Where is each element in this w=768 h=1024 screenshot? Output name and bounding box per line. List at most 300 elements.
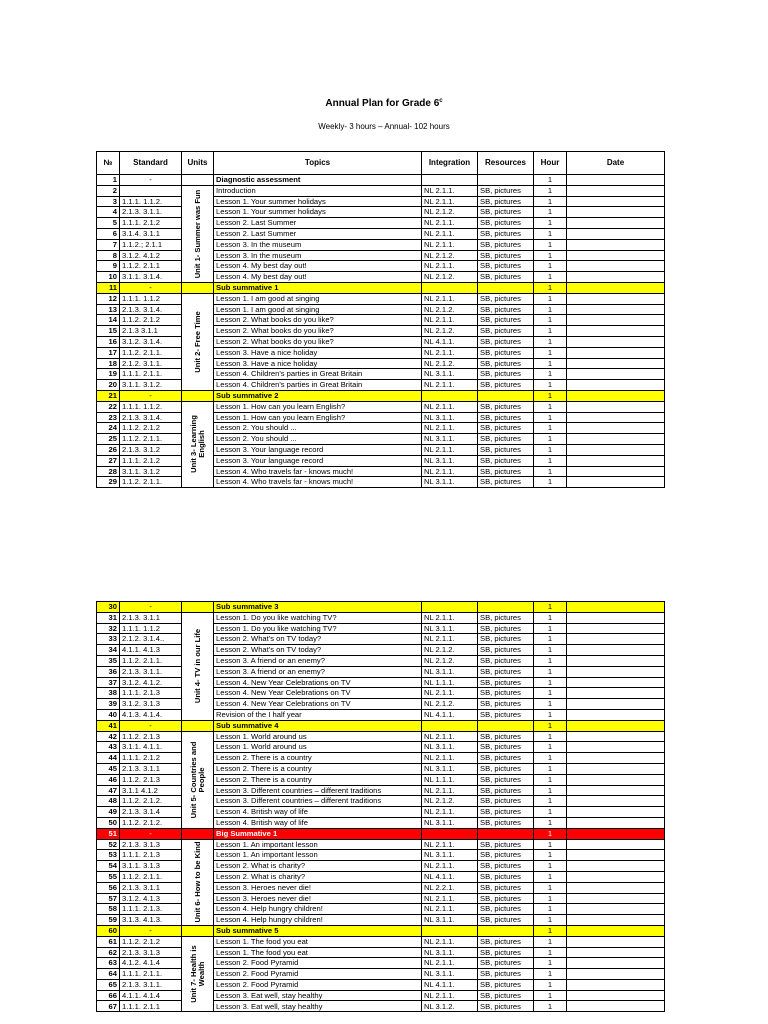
standard-cell: 1.1.2. 2.1.2. — [120, 796, 182, 807]
topic-cell: Lesson 3. Your language record — [214, 455, 422, 466]
hour-cell: 1 — [534, 634, 567, 645]
date-cell — [567, 828, 665, 839]
resources-cell: SB, pictures — [478, 358, 534, 369]
standard-cell: 2.1.2. 3.1.1. — [120, 358, 182, 369]
integration-cell: NL 3.1.1. — [422, 623, 478, 634]
hour-cell: 1 — [534, 602, 567, 613]
integration-cell: NL 2.1.2. — [422, 358, 478, 369]
unit-label-cell — [182, 401, 214, 487]
resources-cell: SB, pictures — [478, 250, 534, 261]
standard-cell: 2.1.3. 3.1.3 — [120, 839, 182, 850]
standard-cell: 3.1.2. 3.1.3 — [120, 699, 182, 710]
topic-cell: Lesson 1. An important lesson — [214, 850, 422, 861]
hour-cell: 1 — [534, 185, 567, 196]
standard-cell: 2.1.3. 3.1.4 — [120, 807, 182, 818]
integration-cell: NL 3.1.1. — [422, 763, 478, 774]
resources-cell: SB, pictures — [478, 979, 534, 990]
hour-cell: 1 — [534, 763, 567, 774]
topic-cell: Lesson 1. World around us — [214, 731, 422, 742]
resources-cell: SB, pictures — [478, 904, 534, 915]
date-cell — [567, 958, 665, 969]
topic-cell: Lesson 3. Different countries – different traditions — [214, 785, 422, 796]
date-cell — [567, 677, 665, 688]
table-row — [97, 936, 665, 947]
row-number: 23 — [97, 412, 120, 423]
unit-label: Unit 1- Summer was Fun — [192, 189, 202, 279]
resources-cell: SB, pictures — [478, 369, 534, 380]
date-cell — [567, 904, 665, 915]
topic-cell: Lesson 2. Last Summer — [214, 228, 422, 239]
row-number: 29 — [97, 477, 120, 488]
row-number: 38 — [97, 688, 120, 699]
resources-cell — [478, 282, 534, 293]
topic-cell: Lesson 2. What is charity? — [214, 871, 422, 882]
hour-cell: 1 — [534, 228, 567, 239]
standard-cell: 1.1.2. 2.1.2 — [120, 423, 182, 434]
unit-cell — [182, 390, 214, 401]
integration-cell: NL 2.1.1. — [422, 466, 478, 477]
date-cell — [567, 477, 665, 488]
table-row — [97, 731, 665, 742]
row-number: 67 — [97, 1001, 120, 1012]
row-number: 62 — [97, 947, 120, 958]
integration-cell: NL 2.1.1. — [422, 239, 478, 250]
standard-cell: 4.1.3. 4.1.4. — [120, 709, 182, 720]
hour-cell: 1 — [534, 850, 567, 861]
integration-cell: NL 2.1.1. — [422, 861, 478, 872]
standard-cell: 2.1.3. 3.1.1. — [120, 666, 182, 677]
date-cell — [567, 731, 665, 742]
hour-cell: 1 — [534, 861, 567, 872]
standard-cell: - — [120, 828, 182, 839]
resources-cell: SB, pictures — [478, 326, 534, 337]
resources-cell: SB, pictures — [478, 871, 534, 882]
date-cell — [567, 250, 665, 261]
topic-cell: Lesson 1. The food you eat — [214, 947, 422, 958]
topic-cell: Lesson 4. British way of life — [214, 807, 422, 818]
integration-cell: NL 2.1.1. — [422, 380, 478, 391]
row-number: 20 — [97, 380, 120, 391]
integration-cell: NL 2.1.1. — [422, 401, 478, 412]
date-cell — [567, 282, 665, 293]
integration-cell: NL 2.1.1. — [422, 634, 478, 645]
topic-cell: Lesson 1. I am good at singing — [214, 304, 422, 315]
integration-cell: NL 2.1.1. — [422, 444, 478, 455]
date-cell — [567, 796, 665, 807]
row-number: 21 — [97, 390, 120, 401]
row-number: 57 — [97, 893, 120, 904]
standard-cell: 2.1.3. 3.1.3 — [120, 947, 182, 958]
row-number: 63 — [97, 958, 120, 969]
col-header-resources: Resources — [478, 152, 534, 175]
unit-label: Unit 5- Countries and People — [188, 741, 206, 819]
row-number: 31 — [97, 612, 120, 623]
topic-cell: Lesson 1. An important lesson — [214, 839, 422, 850]
integration-cell: NL 2.1.2. — [422, 250, 478, 261]
row-number: 55 — [97, 871, 120, 882]
header-row — [97, 152, 665, 175]
standard-cell: 1.1.1. 1.1.2 — [120, 623, 182, 634]
hour-cell: 1 — [534, 326, 567, 337]
standard-cell: - — [120, 282, 182, 293]
resources-cell: SB, pictures — [478, 196, 534, 207]
date-cell — [567, 315, 665, 326]
date-cell — [567, 434, 665, 445]
col-header-topics: Topics — [214, 152, 422, 175]
topic-cell: Lesson 2. You should ... — [214, 423, 422, 434]
topic-cell: Lesson 2. Food Pyramid — [214, 958, 422, 969]
integration-cell: NL 4.1.1. — [422, 871, 478, 882]
resources-cell: SB, pictures — [478, 785, 534, 796]
unit-cell — [182, 828, 214, 839]
integration-cell — [422, 828, 478, 839]
col-header-integration: Integration — [422, 152, 478, 175]
topic-cell: Lesson 4. New Year Celebrations on TV — [214, 688, 422, 699]
standard-cell: 1.1.2. 2.1.2 — [120, 936, 182, 947]
hour-cell: 1 — [534, 272, 567, 283]
standard-cell: 1.1.1. 1.1.2. — [120, 196, 182, 207]
row-number: 39 — [97, 699, 120, 710]
date-cell — [567, 720, 665, 731]
date-cell — [567, 947, 665, 958]
standard-cell: 1.1.2. 2.1.2 — [120, 315, 182, 326]
resources-cell: SB, pictures — [478, 850, 534, 861]
resources-cell: SB, pictures — [478, 936, 534, 947]
row-number: 53 — [97, 850, 120, 861]
standard-cell: 2.1.3. 3.1.2 — [120, 444, 182, 455]
table-row — [97, 401, 665, 412]
integration-cell: NL 3.1.2. — [422, 1001, 478, 1012]
topic-cell: Lesson 4. Who travels far - knows much! — [214, 466, 422, 477]
hour-cell: 1 — [534, 336, 567, 347]
resources-cell: SB, pictures — [478, 947, 534, 958]
hour-cell: 1 — [534, 936, 567, 947]
hour-cell: 1 — [534, 612, 567, 623]
date-cell — [567, 326, 665, 337]
standard-cell: 1.1.2. 2.1.2. — [120, 817, 182, 828]
integration-cell — [422, 720, 478, 731]
resources-cell: SB, pictures — [478, 796, 534, 807]
integration-cell — [422, 175, 478, 186]
unit-label-cell — [182, 936, 214, 1012]
standard-cell: 1.1.1. 2.1.1. — [120, 969, 182, 980]
resources-cell: SB, pictures — [478, 969, 534, 980]
integration-cell: NL 2.1.1. — [422, 731, 478, 742]
integration-cell: NL 2.1.2. — [422, 699, 478, 710]
unit-label-cell — [182, 612, 214, 720]
date-cell — [567, 602, 665, 613]
integration-cell: NL 3.1.1. — [422, 817, 478, 828]
topic-cell: Lesson 1. World around us — [214, 742, 422, 753]
resources-cell: SB, pictures — [478, 185, 534, 196]
hour-cell: 1 — [534, 882, 567, 893]
hour-cell: 1 — [534, 1001, 567, 1012]
standard-cell: - — [120, 390, 182, 401]
hour-cell: 1 — [534, 218, 567, 229]
row-number: 65 — [97, 979, 120, 990]
topic-cell: Lesson 3. Have a nice holiday — [214, 347, 422, 358]
standard-cell: 1.1.1. 2.1.1. — [120, 369, 182, 380]
table-row — [97, 828, 665, 839]
hour-cell: 1 — [534, 915, 567, 926]
integration-cell: NL 2.1.2. — [422, 655, 478, 666]
table-row — [97, 839, 665, 850]
standard-cell: 1.1.1. 2.1.2 — [120, 455, 182, 466]
row-number: 16 — [97, 336, 120, 347]
integration-cell: NL 2.1.1. — [422, 753, 478, 764]
integration-cell: NL 2.1.2. — [422, 326, 478, 337]
date-cell — [567, 358, 665, 369]
date-cell — [567, 817, 665, 828]
table-row — [97, 390, 665, 401]
integration-cell: NL 3.1.1. — [422, 915, 478, 926]
unit-cell — [182, 282, 214, 293]
unit-label-cell — [182, 839, 214, 925]
unit-label-cell — [182, 293, 214, 390]
hour-cell: 1 — [534, 434, 567, 445]
standard-cell: 2.1.3. 3.1.4. — [120, 304, 182, 315]
resources-cell: SB, pictures — [478, 699, 534, 710]
standard-cell: 3.1.2. 3.1.4. — [120, 336, 182, 347]
row-number: 6 — [97, 228, 120, 239]
integration-cell: NL 2.1.2. — [422, 272, 478, 283]
row-number: 33 — [97, 634, 120, 645]
resources-cell: SB, pictures — [478, 315, 534, 326]
standard-cell: 1.1.1. 2.1.2 — [120, 218, 182, 229]
topic-cell: Lesson 1. Do you like watching TV? — [214, 623, 422, 634]
standard-cell — [120, 185, 182, 196]
topic-cell: Lesson 1. How can you learn English? — [214, 401, 422, 412]
date-cell — [567, 380, 665, 391]
unit-label: Unit 6- How to be Kind — [192, 841, 202, 923]
date-cell — [567, 369, 665, 380]
row-number: 3 — [97, 196, 120, 207]
resources-cell: SB, pictures — [478, 958, 534, 969]
hour-cell: 1 — [534, 785, 567, 796]
standard-cell: 3.1.3. 4.1.3. — [120, 915, 182, 926]
standard-cell: - — [120, 602, 182, 613]
table-row — [97, 175, 665, 186]
integration-cell: NL 2.1.1. — [422, 261, 478, 272]
resources-cell: SB, pictures — [478, 207, 534, 218]
integration-cell: NL 2.1.1. — [422, 936, 478, 947]
page-title: Annual Plan for Grade 6$^c$ — [325, 98, 443, 110]
integration-cell: NL 2.1.1. — [422, 904, 478, 915]
hour-cell: 1 — [534, 699, 567, 710]
hour-cell: 1 — [534, 655, 567, 666]
row-number: 46 — [97, 774, 120, 785]
date-cell — [567, 261, 665, 272]
date-cell — [567, 990, 665, 1001]
hour-cell: 1 — [534, 904, 567, 915]
date-cell — [567, 218, 665, 229]
row-number: 2 — [97, 185, 120, 196]
resources-cell: SB, pictures — [478, 336, 534, 347]
table-row — [97, 720, 665, 731]
row-number: 49 — [97, 807, 120, 818]
topic-cell: Lesson 4. My best day out! — [214, 272, 422, 283]
integration-cell: NL 2.1.1. — [422, 807, 478, 818]
standard-cell: 1.1.2. 2.1.1. — [120, 655, 182, 666]
resources-cell: SB, pictures — [478, 401, 534, 412]
date-cell — [567, 850, 665, 861]
topic-cell: Lesson 2. There is a country — [214, 763, 422, 774]
resources-cell: SB, pictures — [478, 774, 534, 785]
hour-cell: 1 — [534, 369, 567, 380]
hour-cell: 1 — [534, 304, 567, 315]
date-cell — [567, 336, 665, 347]
row-number: 60 — [97, 925, 120, 936]
resources-cell — [478, 925, 534, 936]
integration-cell: NL 3.1.1. — [422, 434, 478, 445]
hour-cell: 1 — [534, 753, 567, 764]
date-cell — [567, 623, 665, 634]
standard-cell: 4.1.1. 4.1.3 — [120, 645, 182, 656]
resources-cell — [478, 828, 534, 839]
hour-cell: 1 — [534, 423, 567, 434]
date-cell — [567, 239, 665, 250]
col-header-standard: Standard — [120, 152, 182, 175]
row-number: 5 — [97, 218, 120, 229]
unit-label: Unit 7- Health is Wealth — [188, 945, 206, 1003]
row-number: 66 — [97, 990, 120, 1001]
date-cell — [567, 655, 665, 666]
topic-cell: Lesson 2. What books do you like? — [214, 326, 422, 337]
row-number: 50 — [97, 817, 120, 828]
resources-cell: SB, pictures — [478, 466, 534, 477]
unit-cell — [182, 925, 214, 936]
integration-cell: NL 2.1.2. — [422, 207, 478, 218]
date-cell — [567, 925, 665, 936]
standard-cell: 2.1.3. 3.1.1 — [120, 763, 182, 774]
topic-cell: Lesson 4. My best day out! — [214, 261, 422, 272]
date-cell — [567, 466, 665, 477]
hour-cell: 1 — [534, 380, 567, 391]
date-cell — [567, 390, 665, 401]
hour-cell: 1 — [534, 645, 567, 656]
row-number: 52 — [97, 839, 120, 850]
hour-cell: 1 — [534, 893, 567, 904]
date-cell — [567, 645, 665, 656]
topic-cell: Revision of the I half year — [214, 709, 422, 720]
integration-cell: NL 2.1.1. — [422, 315, 478, 326]
topic-cell: Lesson 2. What books do you like? — [214, 336, 422, 347]
row-number: 14 — [97, 315, 120, 326]
date-cell — [567, 634, 665, 645]
row-number: 42 — [97, 731, 120, 742]
hour-cell: 1 — [534, 979, 567, 990]
date-cell — [567, 753, 665, 764]
resources-cell: SB, pictures — [478, 882, 534, 893]
table-row — [97, 185, 665, 196]
integration-cell: NL 3.1.1. — [422, 969, 478, 980]
resources-cell: SB, pictures — [478, 347, 534, 358]
row-number: 15 — [97, 326, 120, 337]
hour-cell: 1 — [534, 207, 567, 218]
date-cell — [567, 666, 665, 677]
table-row — [97, 602, 665, 613]
standard-cell: 1.1.1. 2.1.2 — [120, 753, 182, 764]
resources-cell: SB, pictures — [478, 990, 534, 1001]
standard-cell: 1.1.2. 2.1.3 — [120, 774, 182, 785]
standard-cell: 2.1.3. 3.1.1. — [120, 979, 182, 990]
unit-label: Unit 3- Learning English — [188, 415, 206, 474]
hour-cell: 1 — [534, 477, 567, 488]
hour-cell: 1 — [534, 958, 567, 969]
hour-cell: 1 — [534, 466, 567, 477]
topic-cell: Lesson 4. Help hungry children! — [214, 915, 422, 926]
integration-cell: NL 2.1.1. — [422, 958, 478, 969]
row-number: 64 — [97, 969, 120, 980]
standard-cell: 3.1.1. 3.1.3 — [120, 861, 182, 872]
resources-cell: SB, pictures — [478, 1001, 534, 1012]
hour-cell: 1 — [534, 817, 567, 828]
row-number: 48 — [97, 796, 120, 807]
integration-cell: NL 2.1.1. — [422, 785, 478, 796]
topic-cell: Lesson 2. Food Pyramid — [214, 979, 422, 990]
resources-cell: SB, pictures — [478, 666, 534, 677]
unit-label-cell — [182, 185, 214, 282]
table-row — [97, 293, 665, 304]
row-number: 19 — [97, 369, 120, 380]
standard-cell: 1.1.2. 2.1.3 — [120, 731, 182, 742]
row-number: 44 — [97, 753, 120, 764]
integration-cell — [422, 602, 478, 613]
topic-cell: Lesson 4. New Year Celebrations on TV — [214, 677, 422, 688]
standard-cell: - — [120, 925, 182, 936]
standard-cell: 1.1.2. 2.1.1. — [120, 871, 182, 882]
hour-cell: 1 — [534, 412, 567, 423]
row-number: 7 — [97, 239, 120, 250]
col-header-units: Units — [182, 152, 214, 175]
table-row — [97, 925, 665, 936]
topic-cell: Lesson 1. How can you learn English? — [214, 412, 422, 423]
hour-cell: 1 — [534, 742, 567, 753]
unit-label: Unit 2- Free Time — [192, 311, 202, 373]
resources-cell: SB, pictures — [478, 293, 534, 304]
row-number: 26 — [97, 444, 120, 455]
topic-cell: Lesson 3. Eat well, stay healthy — [214, 990, 422, 1001]
date-cell — [567, 444, 665, 455]
topic-cell: Lesson 2. What books do you like? — [214, 315, 422, 326]
date-cell — [567, 423, 665, 434]
date-cell — [567, 774, 665, 785]
standard-cell: 1.1.1. 2.1.3 — [120, 688, 182, 699]
resources-cell: SB, pictures — [478, 423, 534, 434]
date-cell — [567, 688, 665, 699]
topic-cell: Diagnostic assessment — [214, 175, 422, 186]
hour-cell: 1 — [534, 623, 567, 634]
unit-label: Unit 4- TV in our Life — [192, 629, 202, 704]
col-header-number: № — [97, 152, 120, 175]
topic-cell: Lesson 4. Help hungry children! — [214, 904, 422, 915]
hour-cell: 1 — [534, 455, 567, 466]
topic-cell: Lesson 3. A friend or an enemy? — [214, 666, 422, 677]
topic-cell: Sub summative 2 — [214, 390, 422, 401]
standard-cell: 2.1.2. 3.1.4.. — [120, 634, 182, 645]
resources-cell: SB, pictures — [478, 612, 534, 623]
resources-cell: SB, pictures — [478, 261, 534, 272]
hour-cell: 1 — [534, 871, 567, 882]
resources-cell: SB, pictures — [478, 380, 534, 391]
date-cell — [567, 742, 665, 753]
topic-cell: Lesson 2. What's on TV today? — [214, 634, 422, 645]
standard-cell: 3.1.1. 4.1.1. — [120, 742, 182, 753]
hour-cell: 1 — [534, 720, 567, 731]
hour-cell: 1 — [534, 796, 567, 807]
row-number: 24 — [97, 423, 120, 434]
date-cell — [567, 871, 665, 882]
